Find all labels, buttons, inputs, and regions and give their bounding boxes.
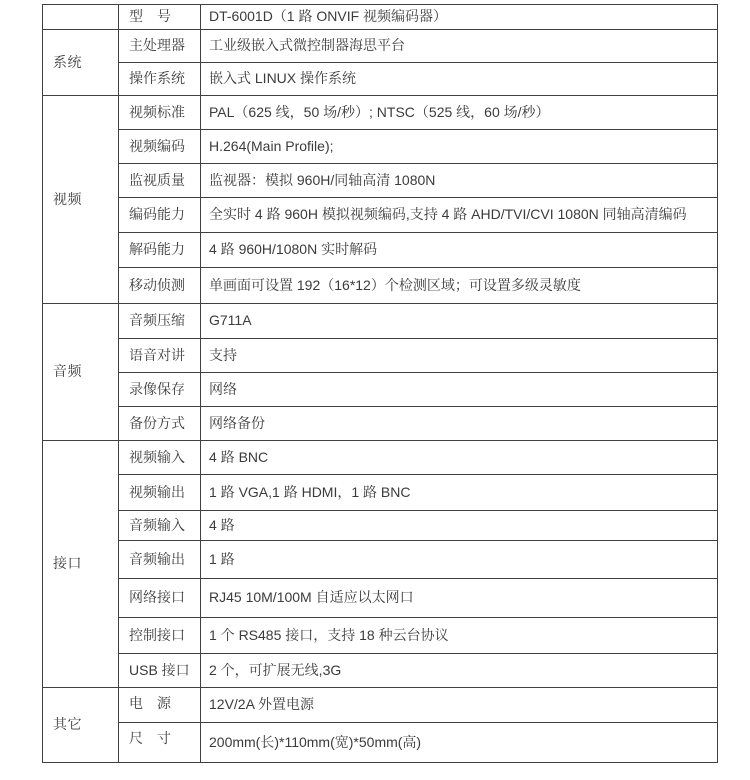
table-row-video-input — [43, 441, 718, 475]
spec-value-audio-output: 1 路 — [201, 541, 718, 579]
spec-label-model: 型 号 — [119, 5, 201, 30]
table-row-monitor-quality — [43, 164, 718, 198]
spec-label-recording-storage: 录像保存 — [119, 373, 201, 407]
spec-label-backup-method: 备份方式 — [119, 407, 201, 441]
table-row-video-output — [43, 475, 718, 511]
spec-label-audio-input: 音频输入 — [119, 511, 201, 541]
table-row-usb-interface — [43, 654, 718, 688]
spec-value-model: DT-6001D（1 路 ONVIF 视频编码器） — [201, 5, 718, 30]
spec-label-power-supply: 电 源 — [119, 688, 201, 723]
spec-value-dimensions: 200mm(长)*110mm(宽)*50mm(高) — [201, 723, 718, 763]
spec-value-decoding-capability: 4 路 960H/1080N 实时解码 — [201, 233, 718, 268]
category-cell-audio: 音频 — [43, 304, 119, 441]
table-row-audio-output — [43, 541, 718, 579]
table-row-operating-system — [43, 63, 718, 96]
spec-label-operating-system: 操作系统 — [119, 63, 201, 96]
spec-label-network-interface: 网络接口 — [119, 579, 201, 618]
spec-value-video-output: 1 路 VGA,1 路 HDMI，1 路 BNC — [201, 475, 718, 511]
spec-value-recording-storage: 网络 — [201, 373, 718, 407]
category-cell-system: 系统 — [43, 30, 119, 96]
table-row-backup-method — [43, 407, 718, 441]
table-row-network-interface — [43, 579, 718, 618]
category-cell-other: 其它 — [43, 688, 119, 763]
spec-label-audio-intercom: 语音对讲 — [119, 339, 201, 373]
table-row-power-supply — [43, 688, 718, 723]
category-cell-interface: 接口 — [43, 441, 119, 688]
spec-label-video-output: 视频输出 — [119, 475, 201, 511]
spec-label-encoding-capability: 编码能力 — [119, 198, 201, 233]
spec-value-video-encoding: H.264(Main Profile); — [201, 130, 718, 164]
spec-value-encoding-capability: 全实时 4 路 960H 模拟视频编码,支持 4 路 AHD/TVI/CVI 1080N 同轴高清编码 — [201, 198, 718, 233]
spec-label-video-standard: 视频标准 — [119, 96, 201, 130]
spec-value-main-processor: 工业级嵌入式微控制器海思平台 — [201, 30, 718, 63]
spec-label-video-encoding: 视频编码 — [119, 130, 201, 164]
spec-label-main-processor: 主处理器 — [119, 30, 201, 63]
product-spec-table — [42, 4, 718, 763]
spec-value-audio-input: 4 路 — [201, 511, 718, 541]
table-row-control-interface — [43, 618, 718, 654]
spec-label-audio-compression: 音频压缩 — [119, 304, 201, 339]
spec-label-control-interface: 控制接口 — [119, 618, 201, 654]
table-row-audio-intercom — [43, 339, 718, 373]
table-row-recording-storage — [43, 373, 718, 407]
spec-value-audio-compression: G711A — [201, 304, 718, 339]
spec-value-video-input: 4 路 BNC — [201, 441, 718, 475]
spec-value-monitor-quality: 监视器：模拟 960H/同轴高清 1080N — [201, 164, 718, 198]
table-row-dimensions — [43, 723, 718, 763]
table-row-encoding-capability — [43, 198, 718, 233]
table-row-video-standard — [43, 96, 718, 130]
spec-label-monitor-quality: 监视质量 — [119, 164, 201, 198]
spec-label-audio-output: 音频输出 — [119, 541, 201, 579]
spec-value-audio-intercom: 支持 — [201, 339, 718, 373]
spec-value-network-interface: RJ45 10M/100M 自适应以太网口 — [201, 579, 718, 618]
table-row-main-processor — [43, 30, 718, 63]
spec-label-decoding-capability: 解码能力 — [119, 233, 201, 268]
spec-value-motion-detection: 单画面可设置 192（16*12）个检测区域；可设置多级灵敏度 — [201, 268, 718, 304]
spec-value-operating-system: 嵌入式 LINUX 操作系统 — [201, 63, 718, 96]
table-row-model — [43, 5, 718, 30]
spec-value-power-supply: 12V/2A 外置电源 — [201, 688, 718, 723]
spec-value-video-standard: PAL（625 线，50 场/秒）; NTSC（525 线，60 场/秒） — [201, 96, 718, 130]
table-row-audio-input — [43, 511, 718, 541]
table-row-decoding-capability — [43, 233, 718, 268]
category-cell-blank — [43, 5, 119, 30]
spec-label-usb-interface: USB 接口 — [119, 654, 201, 688]
table-row-audio-compression — [43, 304, 718, 339]
spec-value-backup-method: 网络备份 — [201, 407, 718, 441]
spec-label-dimensions: 尺 寸 — [119, 723, 201, 763]
spec-label-video-input: 视频输入 — [119, 441, 201, 475]
spec-label-motion-detection: 移动侦测 — [119, 268, 201, 304]
table-row-video-encoding — [43, 130, 718, 164]
spec-value-usb-interface: 2 个，可扩展无线,3G — [201, 654, 718, 688]
spec-value-control-interface: 1 个 RS485 接口，支持 18 种云台协议 — [201, 618, 718, 654]
table-row-motion-detection — [43, 268, 718, 304]
category-cell-video: 视频 — [43, 96, 119, 304]
